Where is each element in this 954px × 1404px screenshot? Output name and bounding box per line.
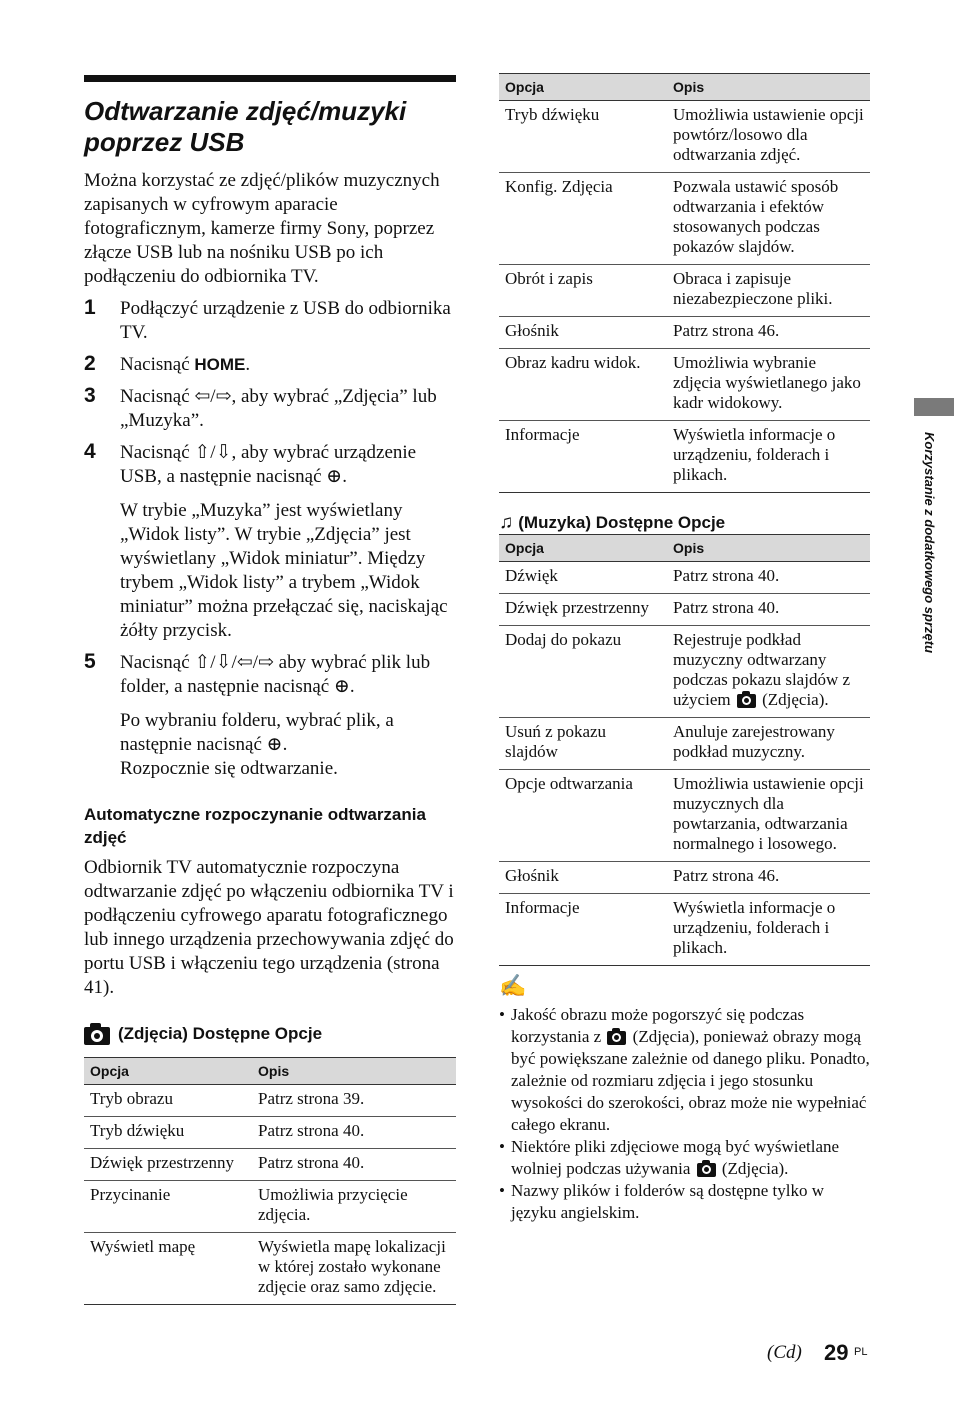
option-name: Informacje (499, 894, 667, 966)
table-row (84, 1085, 456, 1117)
table-row (499, 770, 870, 862)
step-number: 2 (84, 352, 96, 375)
table-row (499, 562, 870, 594)
option-name: Głośnik (499, 317, 667, 349)
right-column (499, 73, 870, 1224)
music-options-heading: ♫ (Muzyka) Dostępne Opcje (499, 512, 726, 533)
option-name: Tryb dźwięku (84, 1117, 252, 1149)
notes-section (499, 974, 870, 1224)
note-item: • Jakość obrazu może pogorszyć się podczas korzystania z (Zdjęcia), ponieważ obrazy mogą być powiększane zależnie od danego pliku. Ponadto, zależnie od rozmiaru zdjęcia i jego stosunku wysokości do szerokości, obraz może nie wypełniać całego ekranu. (499, 1005, 870, 1134)
page-number: 29 (824, 1340, 849, 1365)
option-name: Tryb obrazu (90, 1089, 173, 1108)
option-name: Obrót i zapis (499, 265, 667, 317)
note-pencil-icon: ✍ (499, 973, 527, 998)
option-name: Opcje odtwarzania (499, 770, 667, 862)
option-name: Informacje (499, 421, 667, 493)
bullet-icon: • (499, 1137, 505, 1156)
step-2: 2 Nacisnąć HOME. (84, 352, 251, 375)
table-row (499, 265, 870, 317)
table-row (84, 1233, 456, 1305)
step-text: Nacisnąć ⇧/⇩/⇦/⇨ aby wybrać plik lub folder, a następnie nacisnąć ⊕. (120, 652, 431, 697)
camera-icon (607, 1028, 626, 1045)
option-description: Patrz strona 40. (252, 1149, 456, 1181)
option-description: Umożliwia ustawienie opcji muzycznych dla powtarzania, odtwarzania normalnego i losowego. (667, 770, 870, 862)
step-1 (84, 297, 456, 345)
option-name: Dźwięk (505, 566, 558, 585)
option-name: Tryb dźwięku (505, 105, 600, 124)
continued-label: (Cd) (767, 1342, 802, 1363)
option-description: Patrz strona 46. (667, 317, 870, 349)
option-description: Patrz strona 46. (667, 862, 870, 894)
bullet-icon: • (499, 1181, 505, 1200)
option-name: Konfig. Zdjęcia (499, 173, 667, 265)
table-row (84, 1181, 456, 1233)
step-number: 4 (84, 440, 96, 463)
auto-playback-heading: Automatyczne rozpoczynanie odtwarzania zdjęć (84, 805, 426, 847)
option-description: Wyświetla informacje o urządzeniu, folderach i plikach. (667, 894, 870, 966)
option-description: Patrz strona 40. (667, 594, 870, 626)
note-item: • Niektóre pliki zdjęciowe mogą być wyświetlane wolniej podczas używania (Zdjęcia). (499, 1137, 840, 1178)
page-footer (760, 1338, 870, 1368)
option-description: Pozwala ustawić sposób odtwarzania i efektów stosowanych podczas pokazów slajdów. (667, 173, 870, 265)
step-subtext-2: Rozpocznie się odtwarzanie. (120, 758, 338, 779)
note-item: • Nazwy plików i folderów są dostępne tylko w języku angielskim. (499, 1181, 825, 1222)
table-row (499, 862, 870, 894)
photo-options-table (84, 1057, 456, 1305)
music-options-table (499, 534, 870, 966)
table-row (499, 421, 870, 493)
column-header-description: Opis (667, 535, 870, 562)
step-5 (84, 651, 456, 781)
bullet-icon: • (499, 1005, 505, 1024)
option-name: Dźwięk przestrzenny (499, 594, 667, 626)
step-number: 5 (84, 650, 96, 673)
table-row (499, 173, 870, 265)
steps-list (84, 297, 456, 781)
step-subtext: Po wybraniu folderu, wybrać plik, a następnie nacisnąć ⊕. (120, 710, 394, 755)
step-number: 3 (84, 384, 96, 407)
table-row (499, 594, 870, 626)
step-3 (84, 385, 456, 433)
language-code: PL (854, 1346, 868, 1358)
option-description: Patrz strona 39. (258, 1089, 365, 1108)
camera-icon (697, 1160, 716, 1177)
table-row (499, 349, 870, 421)
option-name: Usuń z pokazu slajdów (499, 718, 667, 770)
table-row (499, 718, 870, 770)
option-description: Wyświetla informacje o urządzeniu, folderach i plikach. (667, 421, 870, 493)
home-key-label: HOME (194, 355, 246, 374)
option-name: Głośnik (499, 862, 667, 894)
option-description: Umożliwia przycięcie zdjęcia. (252, 1181, 456, 1233)
step-text: Nacisnąć ⇧/⇩, aby wybrać urządzenie USB, a następnie nacisnąć ⊕. (120, 442, 417, 487)
title-rule (84, 75, 456, 82)
table-row (84, 1149, 456, 1181)
table-row (499, 626, 870, 718)
camera-icon (737, 691, 756, 708)
step-subtext: W trybie „Muzyka” jest wyświetlany „Widok listy”. W trybie „Zdjęcia” jest wyświetlany „Widok miniatur”. Między trybem „Widok listy” a trybem „Widok miniatur” można przełączać się, naciskając żółty przycisk. (120, 500, 448, 641)
column-header-option: Opcja (84, 1058, 252, 1085)
column-header-option: Opcja (499, 535, 667, 562)
step-text: Nacisnąć (120, 354, 195, 375)
camera-icon (84, 1023, 110, 1045)
option-description: Patrz strona 40. (252, 1117, 456, 1149)
intro-paragraph: Można korzystać ze zdjęć/plików muzycznych zapisanych w cyfrowym aparacie fotograficznym, kamerze firmy Sony, poprzez złącze USB lub na nośniku USB po ich podłączeniu do odbiornika TV. (84, 170, 440, 287)
option-name: Przycinanie (84, 1181, 252, 1233)
page-title: Odtwarzanie zdjęć/muzyki poprzez USB (84, 96, 407, 157)
option-name: Dodaj do pokazu (499, 626, 667, 718)
notes-list (499, 1004, 870, 1224)
section-side-label: Korzystanie z dodatkowego sprzętu (922, 432, 937, 654)
table-row (84, 1117, 456, 1149)
option-name: Wyświetl mapę (84, 1233, 252, 1305)
step-text: Podłączyć urządzenie z USB do odbiornika TV. (120, 298, 451, 343)
option-description: Patrz strona 40. (673, 566, 780, 585)
option-description: Wyświetla mapę lokalizacji w której zostało wykonane zdjęcie oraz samo zdjęcie. (252, 1233, 456, 1305)
left-column (84, 75, 456, 1305)
option-description: Obraca i zapisuje niezabezpieczone pliki. (667, 265, 870, 317)
section-tab-marker (914, 398, 954, 416)
option-description: Umożliwia ustawienie opcji powtórz/losowo dla odtwarzania zdjęć. (673, 105, 864, 164)
step-4 (84, 441, 456, 643)
step-number: 1 (84, 296, 96, 319)
table-row (499, 101, 870, 173)
step-text: Nacisnąć ⇦/⇨, aby wybrać „Zdjęcia” lub „Muzyka”. (120, 386, 437, 431)
column-header-option: Opcja (499, 74, 667, 101)
option-description: Umożliwia wybranie zdjęcia wyświetlanego jako kadr widokowy. (667, 349, 870, 421)
option-description: Rejestruje podkład muzyczny odtwarzany podczas pokazu slajdów z użyciem (Zdjęcia). (667, 626, 870, 718)
option-name: Obraz kadru widok. (499, 349, 667, 421)
column-header-description: Opis (667, 74, 870, 101)
column-header-description: Opis (252, 1058, 456, 1085)
table-row (499, 317, 870, 349)
photo-options-table-continued (499, 73, 870, 493)
auto-playback-text: Odbiornik TV automatycznie rozpoczyna odtwarzanie zdjęć po włączeniu odbiornika TV i podłączeniu cyfrowego aparatu fotograficznego lub innego urządzenia przechowywania zdjęć do portu USB i włączeniu tego urządzenia (strona 41). (84, 857, 454, 998)
table-row (499, 894, 870, 966)
photo-options-heading: (Zdjęcia) Dostępne Opcje (84, 1022, 456, 1045)
music-note-icon: ♫ (499, 512, 514, 533)
option-name: Dźwięk przestrzenny (84, 1149, 252, 1181)
option-description: Anuluje zarejestrowany podkład muzyczny. (667, 718, 870, 770)
